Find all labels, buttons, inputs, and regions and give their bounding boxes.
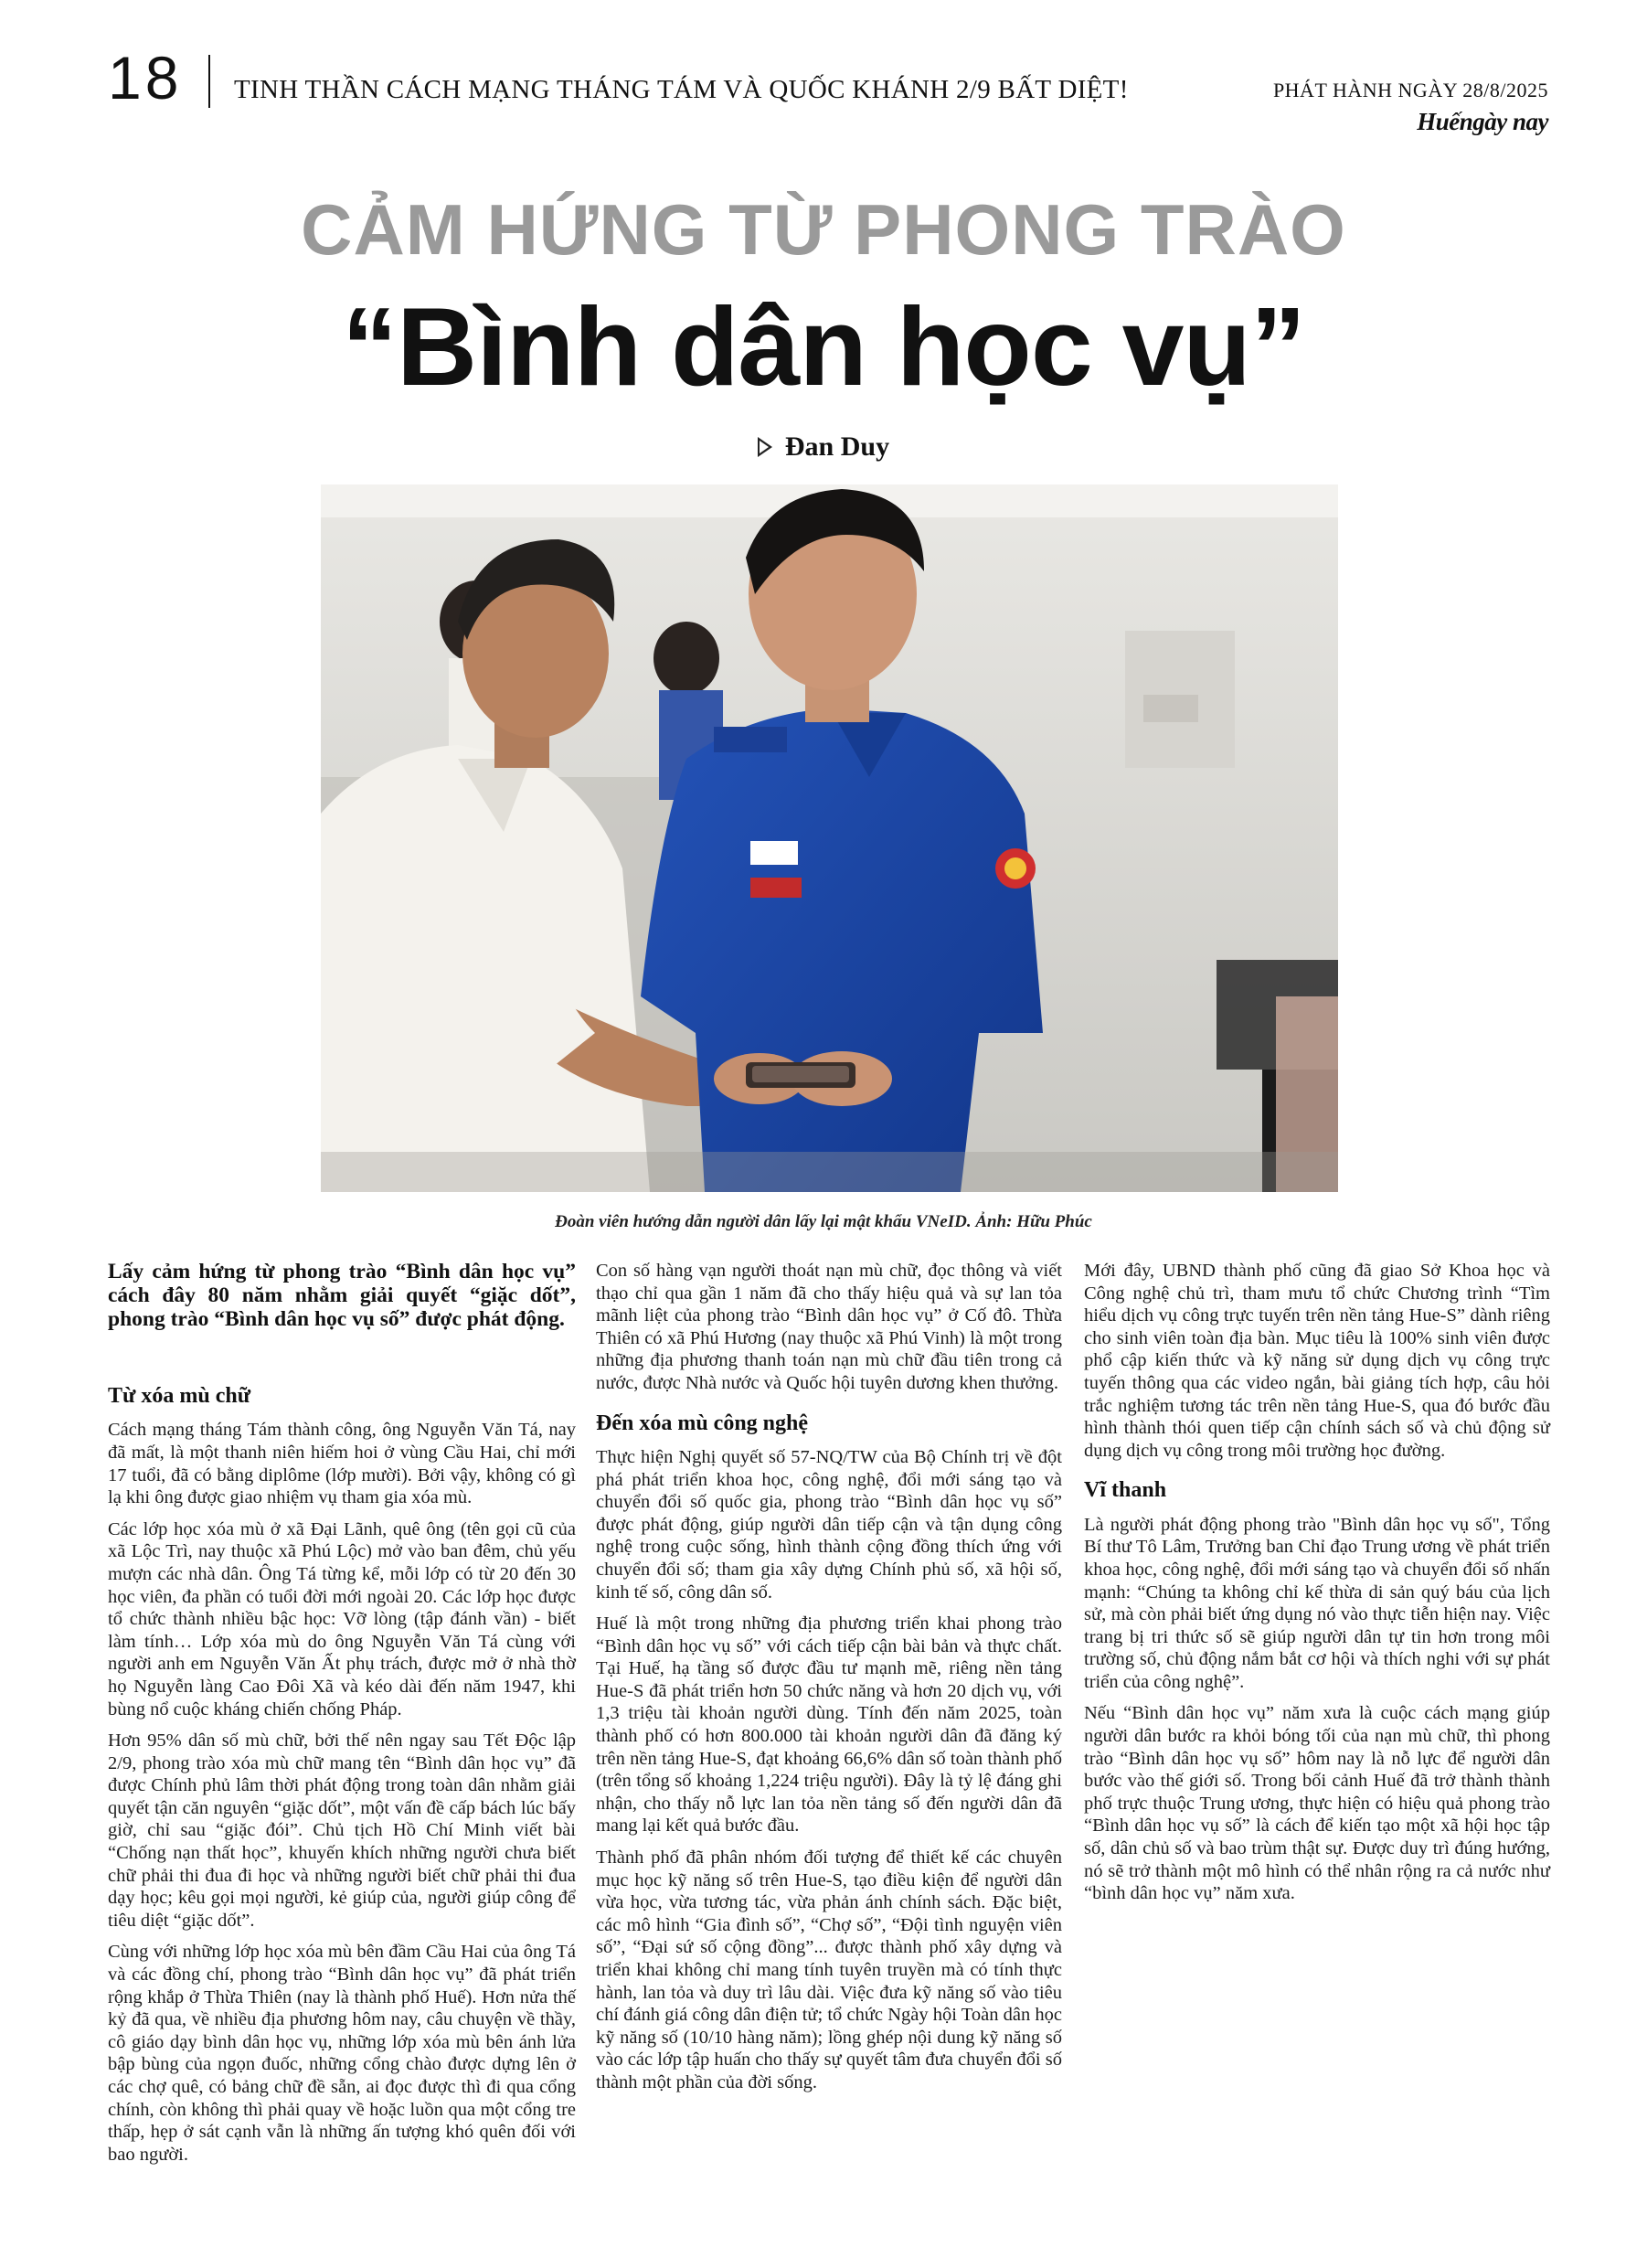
section-heading-vi-thanh: Vĩ thanh: [1084, 1478, 1167, 1503]
paragraph: Con số hàng vạn người thoát nạn mù chữ, đọc thông và viết thạo chỉ qua gần 1 năm đã cho thấy hiệu quả và sự lan tỏa mãnh liệt của phong trào “Bình dân học vụ” ở Cố đô. Thừa Thiên có xã Phú Hương (nay thuộc xã Phú Vinh) là một trong những địa phương thanh toán nạn mù chữ đầu tiên trong cả nước, được Nhà nước và Quốc hội tuyên dương khen thưởng.: [596, 1261, 1062, 1393]
paragraph: Là người phát động phong trào "Bình dân học vụ số", Tổng Bí thư Tô Lâm, Trưởng ban Chỉ đạo Trung ương về phát triển khoa học, công nghệ, đổi mới sáng tạo và chuyển đổi số nhấn mạnh: “Chúng ta không chỉ kế thừa di sản quý báu của lịch sử, mà còn phải biết ứng dụng nó vào thực tiễn hiện nay. Việc trang bị tri thức số sẽ giúp người dân tự tin hơn trong môi trường số, chủ động nắm bắt cơ hội và thích nghi với sự phát triển của công nghệ”.: [1084, 1514, 1550, 1692]
article-photo: [321, 484, 1338, 1192]
page-number: 18: [108, 44, 183, 112]
column-1: [108, 1260, 576, 2175]
paragraph: Thực hiện Nghị quyết số 57-NQ/TW của Bộ Chính trị về đột phá phát triển khoa học, công nghệ, đổi mới sáng tạo và chuyển đổi số quốc gia, phong trào “Bình dân học vụ số” được phát động, giúp người dân tiếp cận và tận dụng công nghệ trong cuộc sống, hình thành cộng đồng thích ứng với chuyển đổi số; tham gia xây dựng Chính phủ số, xã hội số, kinh tế số, công dân số.: [596, 1446, 1062, 1603]
column-3: [1084, 1260, 1550, 1914]
section-heading-xoa-mu-cong-nghe: Đến xóa mù công nghệ: [596, 1411, 809, 1435]
photo-caption: Đoàn viên hướng dẫn người dân lấy lại mật khẩu VNeID. Ảnh: Hữu Phúc: [555, 1212, 1092, 1231]
paragraph: Cùng với những lớp học xóa mù bên đầm Cầu Hai của ông Tá và các đồng chí, phong trào “Bình dân học vụ” đã phát triển rộng khắp ở Thừa Thiên (nay là thành phố Huế). Hơn nửa thế kỷ đã qua, về nhiều địa phương hôm nay, câu chuyện về thầy, cô giáo dạy bình dân học vụ, những lớp xóa mù bên ánh lửa bập bùng của ngọn đuốc, những cổng chào được dựng lên ở các chợ quê, có bảng chữ đề sẵn, ai đọc được thì đi qua cổng chính, còn không thì phải quay về hoặc luồn qua một cổng tre thấp, hẹp ở sát cạnh vẫn là những ấn tượng khó quên đối với bao người.: [108, 1942, 576, 2165]
paragraph: Cách mạng tháng Tám thành công, ông Nguyễn Văn Tá, nay đã mất, là một thanh niên hiếm hoi ở vùng Cầu Hai, chỉ mới 17 tuổi, đã có bằng diplôme (lớp mười). Bởi vậy, không có gì lạ khi ông được giao nhiệm vụ tham gia xóa mù.: [108, 1420, 576, 1508]
column-2: [596, 1260, 1062, 2103]
article-title: “Bình dân học vụ”: [342, 284, 1305, 409]
author-name: Đan Duy: [784, 431, 890, 462]
header-divider: [208, 55, 210, 108]
article-lead: Lấy cảm hứng từ phong trào “Bình dân học vụ” cách đây 80 năm nhằm giải quyết “giặc dốt”, phong trào “Bình dân học vụ số” được phát động.: [108, 1260, 576, 1331]
play-triangle-icon: [758, 437, 772, 457]
release-date: PHÁT HÀNH NGÀY 28/8/2025: [1272, 79, 1548, 101]
paragraph: Mới đây, UBND thành phố cũng đã giao Sở Khoa học và Công nghệ chủ trì, tham mưu tổ chức Chương trình “Tìm hiểu dịch vụ công trực tuyến trên nền tảng Hue-S” dành riêng cho sinh viên toàn địa bàn. Mục tiêu là 100% sinh viên được phổ cập kiến thức và kỹ năng sử dụng dịch vụ công trực tuyến thông qua các video ngắn, bài giảng tích hợp, câu hỏi trắc nghiệm tương tác trên nền tảng Hue-S, qua đó bước đầu hình thành thói quen tiếp cận chính sách số và chủ động sử dụng dịch vụ công trong môi trường học đường.: [1084, 1261, 1550, 1461]
paragraph: Hơn 95% dân số mù chữ, bởi thế nên ngay sau Tết Độc lập 2/9, phong trào xóa mù chữ mang tên “Bình dân học vụ” đã được Chính phủ lâm thời phát động trong toàn dân nhằm giải quyết tận căn nguyên “giặc dốt”, một vấn đề cấp bách lúc bấy giờ, chỉ sau “giặc đói”. Chủ tịch Hồ Chí Minh viết bài “Chống nạn thất học”, khuyến khích những người chưa biết chữ phải thi đua đi học và những người biết chữ phải thi đua dạy học; kêu gọi mọi người, kẻ giúp của, người giúp công để tiêu diệt “giặc dốt”.: [108, 1730, 576, 1931]
paragraph: Thành phố đã phân nhóm đối tượng để thiết kế các chuyên mục học kỹ năng số trên Hue-S, tạo điều kiện để người dân vừa học, vừa tương tác, vừa phản ánh chính sách. Đặc biệt, các mô hình “Gia đình số”, “Chợ số”, “Đội tình nguyện viên số”, “Đại sứ số cộng đồng”... được thành phố xây dựng và triển khai không chỉ mang tính tuyên truyền mà có tính thực hành, lan tỏa và duy trì lâu dài. Việc đưa kỹ năng số vào tiêu chí đánh giá công dân điện tử; tổ chức Ngày hội Toàn dân học kỹ năng số (10/10 hàng năm); lồng ghép nội dung kỹ năng số vào các lớp tập huấn cho thấy sự quyết tâm đưa chuyển đổi số thành một phần của đời sống.: [596, 1847, 1062, 2092]
section-heading-xoa-mu-chu: Từ xóa mù chữ: [108, 1384, 251, 1408]
byline: [0, 431, 1647, 463]
paragraph: Nếu “Bình dân học vụ” năm xưa là cuộc cách mạng giúp người dân bước ra khỏi bóng tối của nạn mù chữ, thì phong trào “Bình dân học vụ số” hôm nay là nỗ lực để người dân bước vào thế giới số. Trong bối cảnh Huế đã trở thành thành phố trực thuộc Trung ương, thực hiện có hiệu quả phong trào “Bình dân học vụ số” là cách để kiến tạo một xã hội học tập số, dân chủ số và bao trùm thật sự. Được duy trì đúng hướng, nó sẽ trở thành một mô hình có thể nhân rộng ra cả nước như “bình dân học vụ” năm xưa.: [1084, 1703, 1550, 1904]
paragraph: Huế là một trong những địa phương triển khai phong trào “Bình dân học vụ số” với cách tiếp cận bài bản và thực chất. Tại Huế, hạ tầng số được đầu tư mạnh mẽ, riêng nền tảng Hue-S đã phát triển hơn 50 chức năng và hơn 20 dịch vụ, với 1,3 triệu tài khoản người dùng. Tính đến năm 2025, toàn thành phố có hơn 800.000 tài khoản người dân đã đăng ký trên nền tảng Hue-S, đạt khoảng 66,6% dân số toàn thành phố (trên tổng số khoảng 1,224 triệu người). Đây là tỷ lệ đáng ghi nhận, cho thấy nỗ lực lan tỏa nền tảng số đến người dân đã mang lại kết quả bước đầu.: [596, 1613, 1062, 1837]
header-slogan: TINH THẦN CÁCH MẠNG THÁNG TÁM VÀ QUỐC KHÁNH 2/9 BẤT DIỆT!: [234, 75, 1129, 104]
newspaper-logo: Huếngày nay: [1417, 108, 1548, 135]
paragraph: Các lớp học xóa mù ở xã Đại Lãnh, quê ông (tên gọi cũ của xã Lộc Trì, nay thuộc xã Phú Lộc) mở vào ban đêm, chủ yếu mượn các nhà dân. Ông Tá từng kể, mỗi lớp có từ 20 đến 30 học viên, đa phần có tuổi đời mới ngoài 20. Các lớp học được tổ chức thành nhiều bậc học: Vỡ lòng (tập đánh vần) - biết làm tính… Lớp xóa mù do ông Nguyễn Văn Tá cùng với người anh em Nguyễn Văn Ất phụ trách, được mở ở nhà thờ họ Nguyễn làng Cao Đôi Xã và kéo dài đến năm 1947, khi bùng nổ cuộc kháng chiến chống Pháp.: [108, 1518, 576, 1720]
article-kicker: CẢM HỨNG TỪ PHONG TRÀO: [301, 189, 1346, 270]
